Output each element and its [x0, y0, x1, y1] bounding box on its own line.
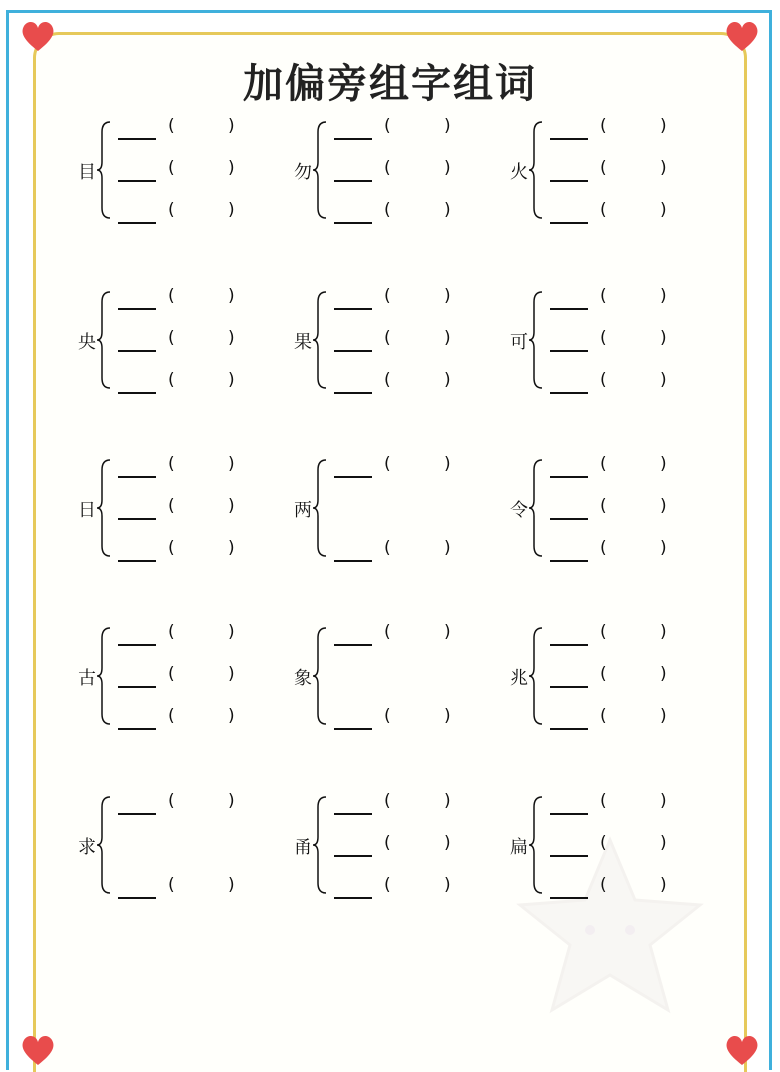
right-paren: ) [228, 706, 235, 726]
left-paren: ( [168, 538, 175, 558]
answer-row [550, 706, 700, 734]
answer-row [550, 791, 700, 819]
left-paren: ( [168, 875, 175, 895]
root-character: 古 [78, 668, 96, 689]
answer-row [118, 116, 268, 144]
left-paren: ( [600, 538, 607, 558]
character-blank[interactable] [334, 476, 372, 478]
brace-icon [312, 458, 328, 558]
word-group [292, 454, 492, 563]
answer-row [118, 286, 268, 314]
brace-icon [312, 626, 328, 726]
root-character: 令 [510, 500, 528, 521]
root-character: 火 [510, 162, 528, 183]
right-paren: ) [444, 791, 451, 811]
brace-icon [528, 626, 544, 726]
character-blank[interactable] [550, 644, 588, 646]
right-paren: ) [228, 116, 235, 136]
right-paren: ) [660, 706, 667, 726]
answer-row [334, 454, 484, 482]
character-blank[interactable] [550, 222, 588, 224]
right-paren: ) [660, 538, 667, 558]
character-blank[interactable] [550, 855, 588, 857]
left-paren: ( [168, 622, 175, 642]
brace-icon [528, 458, 544, 558]
brace-icon [312, 120, 328, 220]
right-paren: ) [228, 538, 235, 558]
root-character: 日 [78, 500, 96, 521]
word-group [76, 454, 276, 563]
left-paren: ( [600, 286, 607, 306]
left-paren: ( [384, 286, 391, 306]
character-blank[interactable] [334, 644, 372, 646]
left-paren: ( [168, 791, 175, 811]
answer-row [550, 454, 700, 482]
right-paren: ) [444, 116, 451, 136]
character-blank[interactable] [118, 476, 156, 478]
brace-icon [528, 290, 544, 390]
right-paren: ) [660, 200, 667, 220]
right-paren: ) [228, 370, 235, 390]
character-blank[interactable] [550, 813, 588, 815]
left-paren: ( [384, 158, 391, 178]
answer-row [550, 538, 700, 566]
left-paren: ( [600, 158, 607, 178]
left-paren: ( [600, 791, 607, 811]
root-character: 兆 [510, 668, 528, 689]
word-group [292, 116, 492, 225]
right-paren: ) [444, 200, 451, 220]
character-blank[interactable] [334, 897, 372, 899]
answer-row [550, 328, 700, 356]
left-paren: ( [600, 664, 607, 684]
left-paren: ( [168, 454, 175, 474]
root-character: 勿 [294, 162, 312, 183]
root-character: 两 [294, 500, 312, 521]
left-paren: ( [384, 116, 391, 136]
character-blank[interactable] [118, 350, 156, 352]
character-blank[interactable] [334, 180, 372, 182]
answer-row [118, 370, 268, 398]
left-paren: ( [600, 328, 607, 348]
right-paren: ) [660, 328, 667, 348]
right-paren: ) [228, 664, 235, 684]
character-blank[interactable] [118, 897, 156, 899]
word-group [292, 286, 492, 395]
answer-row [550, 875, 700, 903]
root-character: 求 [78, 837, 96, 858]
right-paren: ) [228, 791, 235, 811]
root-character: 央 [78, 332, 96, 353]
left-paren: ( [168, 286, 175, 306]
right-paren: ) [228, 200, 235, 220]
answer-row [334, 538, 484, 566]
right-paren: ) [228, 454, 235, 474]
root-character: 甬 [294, 837, 312, 858]
left-paren: ( [600, 833, 607, 853]
answer-row [118, 454, 268, 482]
answer-row [550, 370, 700, 398]
character-blank[interactable] [550, 350, 588, 352]
left-paren: ( [384, 200, 391, 220]
right-paren: ) [444, 328, 451, 348]
answer-row [334, 116, 484, 144]
word-group [292, 791, 492, 900]
right-paren: ) [444, 158, 451, 178]
left-paren: ( [168, 706, 175, 726]
character-blank[interactable] [334, 222, 372, 224]
right-paren: ) [660, 833, 667, 853]
character-blank[interactable] [118, 728, 156, 730]
character-blank[interactable] [118, 392, 156, 394]
left-paren: ( [384, 875, 391, 895]
right-paren: ) [444, 538, 451, 558]
brace-icon [528, 120, 544, 220]
word-group [508, 286, 708, 395]
right-paren: ) [660, 286, 667, 306]
left-paren: ( [384, 328, 391, 348]
right-paren: ) [660, 158, 667, 178]
brace-icon [96, 626, 112, 726]
left-paren: ( [600, 875, 607, 895]
left-paren: ( [384, 706, 391, 726]
answer-row [334, 200, 484, 228]
left-paren: ( [384, 454, 391, 474]
character-blank[interactable] [550, 686, 588, 688]
left-paren: ( [168, 496, 175, 516]
right-paren: ) [660, 370, 667, 390]
answer-row [118, 622, 268, 650]
answer-row [118, 791, 268, 819]
left-paren: ( [600, 622, 607, 642]
left-paren: ( [168, 370, 175, 390]
right-paren: ) [444, 370, 451, 390]
answer-row [118, 158, 268, 186]
left-paren: ( [168, 664, 175, 684]
page-title: 加偏旁组字组词 [243, 61, 537, 107]
left-paren: ( [168, 328, 175, 348]
right-paren: ) [228, 622, 235, 642]
answer-row [118, 875, 268, 903]
left-paren: ( [168, 200, 175, 220]
answer-row [118, 496, 268, 524]
right-paren: ) [660, 875, 667, 895]
root-character: 扁 [510, 837, 528, 858]
answer-row [550, 286, 700, 314]
left-paren: ( [600, 706, 607, 726]
right-paren: ) [444, 286, 451, 306]
word-group [76, 622, 276, 731]
left-paren: ( [600, 454, 607, 474]
brace-icon [96, 290, 112, 390]
word-group [508, 791, 708, 900]
character-blank[interactable] [334, 392, 372, 394]
character-blank[interactable] [118, 222, 156, 224]
character-blank[interactable] [550, 897, 588, 899]
character-blank[interactable] [334, 308, 372, 310]
root-character: 果 [294, 332, 312, 353]
right-paren: ) [228, 496, 235, 516]
word-group [292, 622, 492, 731]
word-group [508, 116, 708, 225]
character-blank[interactable] [334, 813, 372, 815]
character-blank[interactable] [550, 728, 588, 730]
brace-icon [96, 795, 112, 895]
character-blank[interactable] [118, 518, 156, 520]
answer-row [334, 158, 484, 186]
character-blank[interactable] [550, 476, 588, 478]
right-paren: ) [660, 496, 667, 516]
character-blank[interactable] [118, 138, 156, 140]
right-paren: ) [444, 454, 451, 474]
answer-row [550, 496, 700, 524]
right-paren: ) [228, 286, 235, 306]
answer-row [334, 706, 484, 734]
right-paren: ) [444, 833, 451, 853]
brace-icon [96, 458, 112, 558]
character-blank[interactable] [118, 813, 156, 815]
answer-row [334, 791, 484, 819]
character-blank[interactable] [550, 518, 588, 520]
character-blank[interactable] [334, 855, 372, 857]
answer-row [550, 116, 700, 144]
root-character: 目 [78, 162, 96, 183]
character-blank[interactable] [118, 180, 156, 182]
right-paren: ) [228, 328, 235, 348]
left-paren: ( [600, 200, 607, 220]
answer-row [550, 158, 700, 186]
answer-row [550, 622, 700, 650]
left-paren: ( [168, 158, 175, 178]
character-blank[interactable] [550, 392, 588, 394]
answer-row [118, 538, 268, 566]
character-blank[interactable] [550, 138, 588, 140]
left-paren: ( [600, 496, 607, 516]
character-blank[interactable] [118, 308, 156, 310]
answer-row [334, 370, 484, 398]
answer-row [118, 664, 268, 692]
word-group [76, 791, 276, 900]
word-group [76, 286, 276, 395]
word-group [508, 622, 708, 731]
answer-row [334, 833, 484, 861]
character-blank[interactable] [550, 560, 588, 562]
character-blank[interactable] [334, 350, 372, 352]
root-character: 象 [294, 668, 312, 689]
left-paren: ( [600, 116, 607, 136]
character-blank[interactable] [550, 308, 588, 310]
right-paren: ) [660, 664, 667, 684]
answer-row [334, 622, 484, 650]
left-paren: ( [384, 833, 391, 853]
word-group [508, 454, 708, 563]
character-blank[interactable] [550, 180, 588, 182]
right-paren: ) [660, 454, 667, 474]
right-paren: ) [228, 875, 235, 895]
answer-row [334, 328, 484, 356]
answer-row [118, 328, 268, 356]
left-paren: ( [384, 622, 391, 642]
right-paren: ) [660, 116, 667, 136]
brace-icon [528, 795, 544, 895]
left-paren: ( [384, 370, 391, 390]
answer-row [550, 833, 700, 861]
answer-row [550, 200, 700, 228]
brace-icon [96, 120, 112, 220]
brace-icon [312, 290, 328, 390]
answer-row [334, 875, 484, 903]
character-blank[interactable] [118, 560, 156, 562]
answer-row [118, 200, 268, 228]
answer-row [550, 664, 700, 692]
left-paren: ( [384, 538, 391, 558]
right-paren: ) [228, 158, 235, 178]
root-character: 可 [510, 332, 528, 353]
left-paren: ( [384, 791, 391, 811]
answer-row [118, 706, 268, 734]
character-blank[interactable] [334, 728, 372, 730]
right-paren: ) [660, 622, 667, 642]
right-paren: ) [444, 622, 451, 642]
left-paren: ( [168, 116, 175, 136]
brace-icon [312, 795, 328, 895]
word-group [76, 116, 276, 225]
character-blank[interactable] [334, 560, 372, 562]
right-paren: ) [444, 706, 451, 726]
character-blank[interactable] [118, 644, 156, 646]
character-blank[interactable] [334, 138, 372, 140]
right-paren: ) [444, 875, 451, 895]
left-paren: ( [600, 370, 607, 390]
answer-row [334, 286, 484, 314]
right-paren: ) [660, 791, 667, 811]
character-blank[interactable] [118, 686, 156, 688]
